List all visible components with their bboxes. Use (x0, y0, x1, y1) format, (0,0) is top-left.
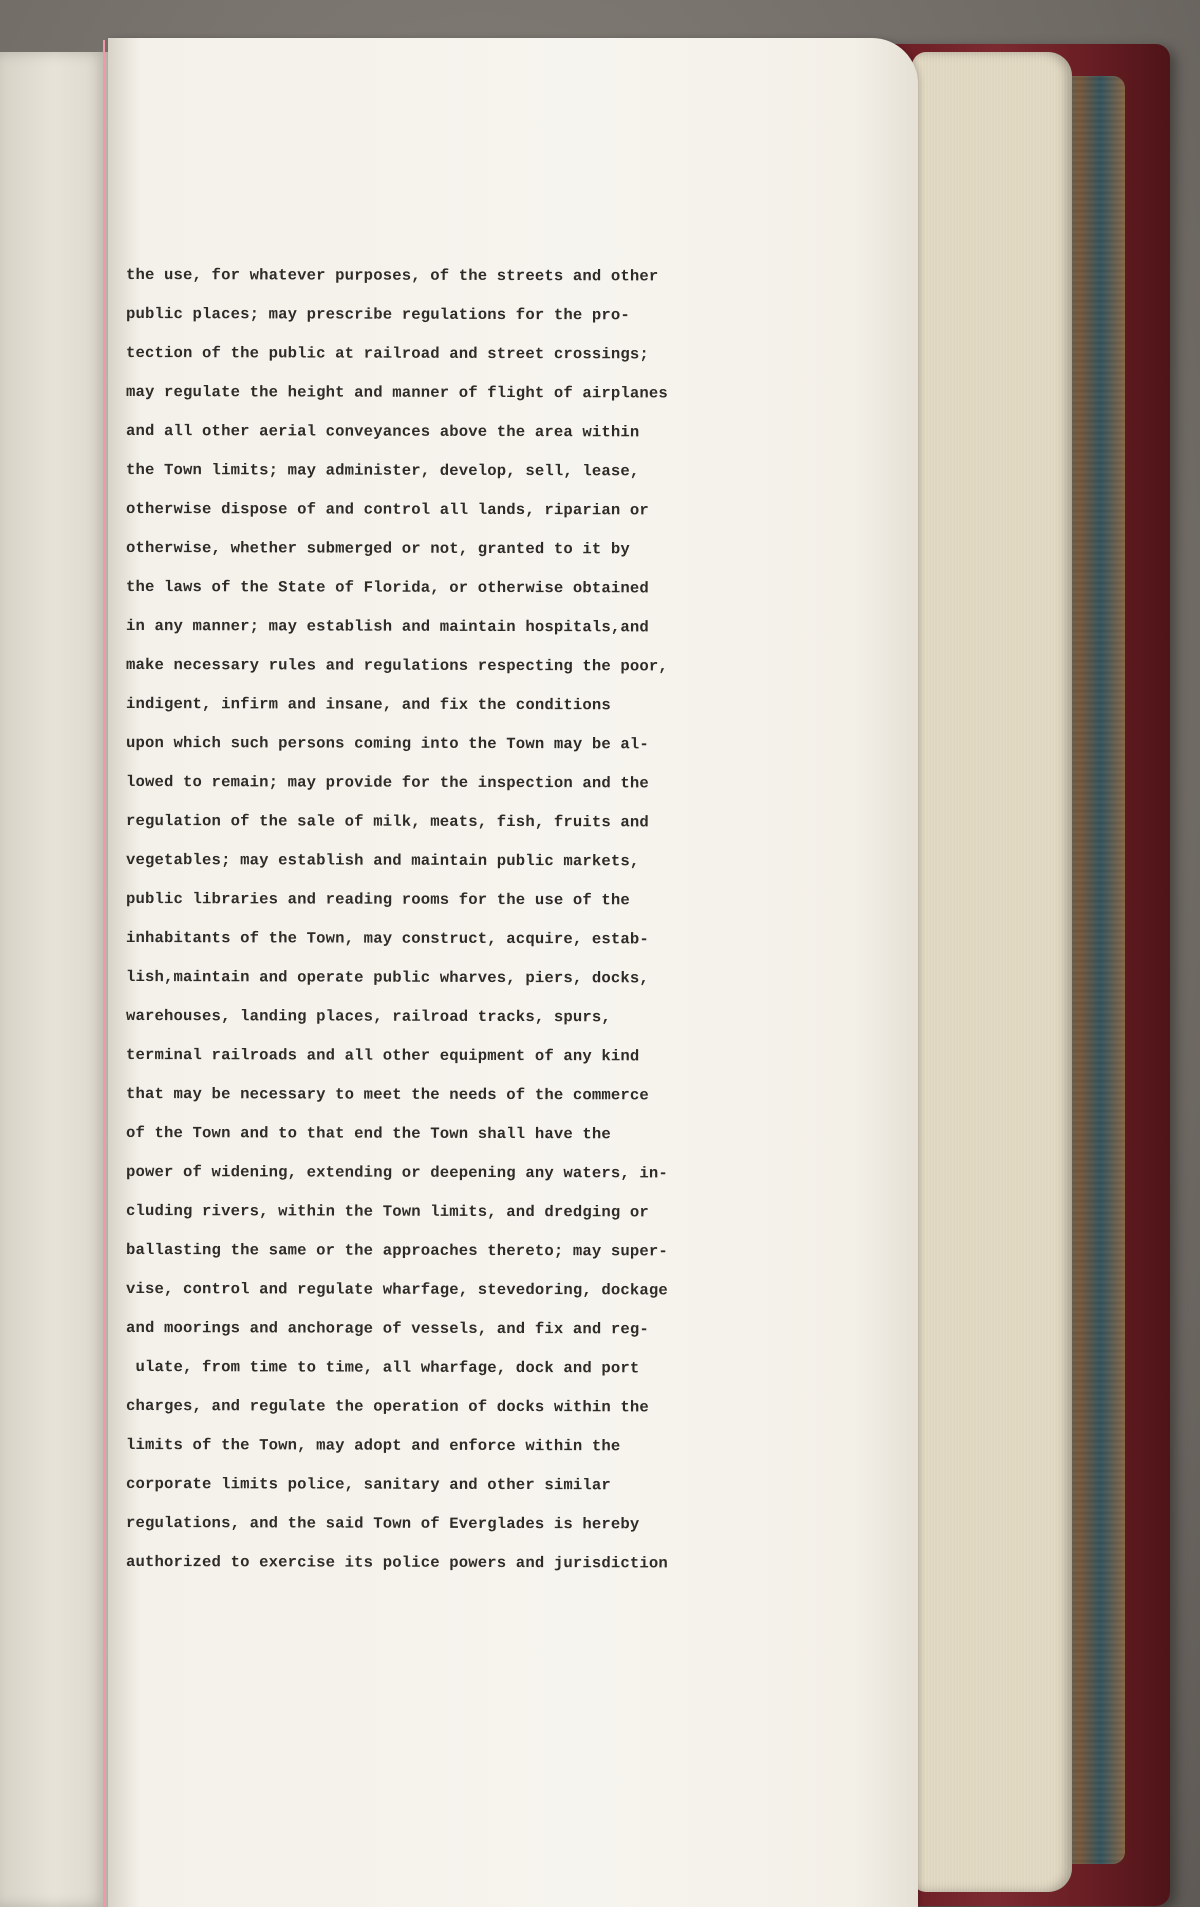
margin-rule (103, 40, 105, 1907)
text-line: lish,maintain and operate public wharves, piers, docks, (125, 968, 649, 988)
text-line: tection of the public at railroad and street crossings; (125, 344, 649, 364)
text-line: corporate limits police, sanitary and other similar (125, 1475, 611, 1495)
text-line: may regulate the height and manner of flight of airplanes (125, 383, 668, 403)
text-line: and all other aerial conveyances above the area within (125, 422, 640, 442)
page-edges (912, 52, 1072, 1892)
text-line: that may be necessary to meet the needs of the commerce (125, 1085, 649, 1105)
text-line: indigent, infirm and insane, and fix the conditions (125, 695, 611, 715)
text-line: regulations, and the said Town of Everglades is hereby (125, 1514, 640, 1534)
text-line: charges, and regulate the operation of docks within the (125, 1397, 649, 1417)
typed-text-body (126, 256, 786, 1582)
text-line: public libraries and reading rooms for the use of the (125, 890, 630, 910)
text-line: ulate, from time to time, all wharfage, dock and port (125, 1358, 640, 1378)
text-line: upon which such persons coming into the Town may be al- (125, 734, 649, 754)
text-line: power of widening, extending or deepening any waters, in- (125, 1163, 668, 1183)
left-page (0, 52, 108, 1907)
text-line: otherwise, whether submerged or not, granted to it by (125, 539, 630, 559)
text-line: inhabitants of the Town, may construct, acquire, estab- (125, 929, 649, 949)
text-line: authorized to exercise its police powers and jurisdiction (125, 1553, 668, 1573)
text-line: otherwise dispose of and control all lands, riparian or (125, 500, 649, 520)
text-line: public places; may prescribe regulations for the pro- (125, 305, 630, 325)
text-line: and moorings and anchorage of vessels, and fix and reg- (125, 1319, 649, 1339)
text-line: terminal railroads and all other equipment of any kind (125, 1046, 640, 1066)
text-line: cluding rivers, within the Town limits, and dredging or (125, 1202, 649, 1222)
text-line: the use, for whatever purposes, of the streets and other (125, 266, 659, 286)
text-line: lowed to remain; may provide for the inspection and the (125, 773, 649, 793)
text-line: vise, control and regulate wharfage, stevedoring, dockage (125, 1280, 668, 1300)
text-line: regulation of the sale of milk, meats, fish, fruits and (125, 812, 649, 832)
text-line: of the Town and to that end the Town shall have the (125, 1124, 611, 1144)
text-line: warehouses, landing places, railroad tracks, spurs, (125, 1007, 611, 1027)
text-line: the laws of the State of Florida, or otherwise obtained (125, 578, 649, 598)
text-line: make necessary rules and regulations respecting the poor, (125, 656, 668, 676)
text-line: in any manner; may establish and maintain hospitals,and (125, 617, 649, 637)
text-line: the Town limits; may administer, develop, sell, lease, (125, 461, 640, 481)
text-line: limits of the Town, may adopt and enforce within the (125, 1436, 621, 1456)
text-line: vegetables; may establish and maintain public markets, (125, 851, 640, 871)
text-line: ballasting the same or the approaches thereto; may super- (125, 1241, 668, 1261)
